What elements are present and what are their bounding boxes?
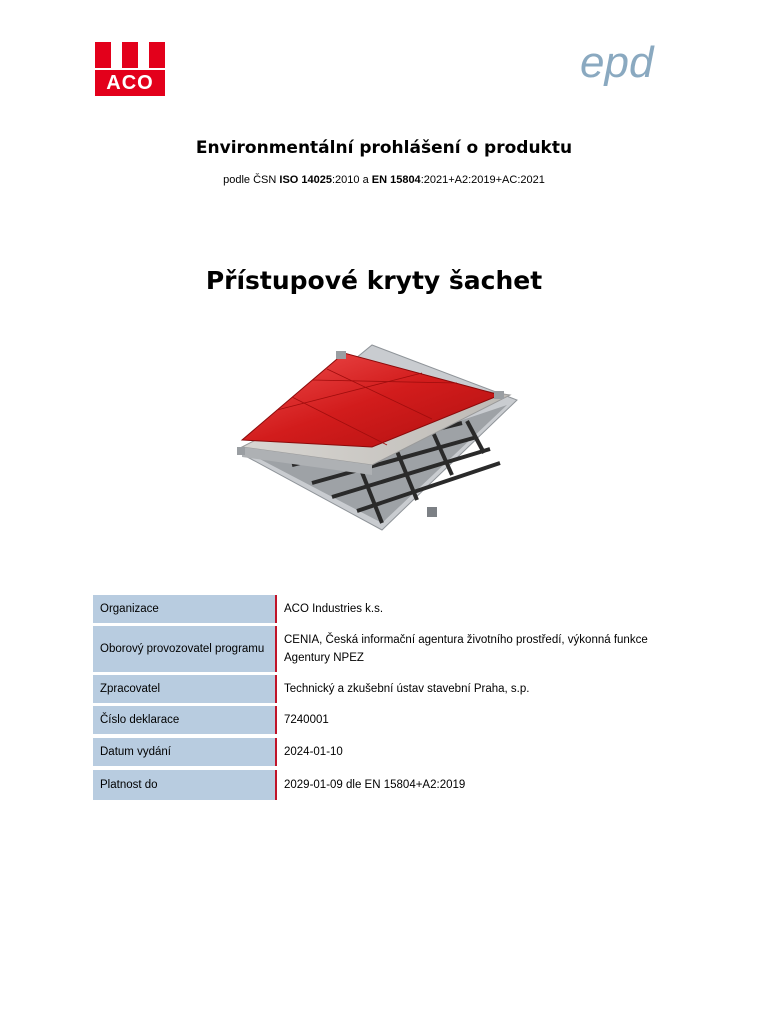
- info-table-row: [93, 770, 675, 800]
- info-label: Oborový provozovatel programu: [93, 626, 275, 672]
- document-title: Environmentální prohlášení o produktu: [195, 138, 573, 158]
- subtitle-en-year: :2021+A2:2019+AC:2021: [420, 174, 545, 186]
- info-value: 2024-01-10: [284, 746, 343, 758]
- product-image: [232, 335, 522, 545]
- product-name: Přístupové kryty šachet: [205, 266, 543, 295]
- info-value: CENIA, Česká informační agentura životního prostředí, výkonná funkce Agentury NPEZ: [284, 634, 648, 664]
- info-label: Číslo deklarace: [93, 706, 275, 734]
- info-label: Zpracovatel: [93, 675, 275, 703]
- subtitle-prefix: podle ČSN: [223, 174, 280, 186]
- info-table-row: [93, 626, 675, 672]
- logo-bar: [149, 42, 165, 68]
- standard-iso: ISO 14025: [279, 174, 332, 186]
- info-value: 2029-01-09 dle EN 15804+A2:2019: [284, 779, 466, 791]
- info-table-row: [93, 738, 675, 766]
- info-value: ACO Industries k.s.: [284, 603, 384, 615]
- aco-logo: [95, 42, 165, 96]
- subtitle-iso-year: :2010 a: [331, 174, 372, 186]
- standard-en: EN 15804: [371, 174, 421, 186]
- info-table-row: [93, 675, 675, 703]
- info-value: 7240001: [284, 714, 329, 726]
- logo-bar: [95, 42, 111, 68]
- info-table-row: [93, 595, 675, 623]
- info-label: Organizace: [93, 595, 275, 623]
- info-label: Platnost do: [93, 770, 275, 800]
- logo-wordmark: ACO: [95, 70, 165, 96]
- logo-bar: [122, 42, 138, 68]
- info-label: Datum vydání: [93, 738, 275, 766]
- epd-mark: epd: [580, 38, 654, 87]
- info-value: Technický a zkušební ústav stavební Praha, s.p.: [284, 683, 530, 695]
- document-subtitle: [0, 174, 768, 186]
- info-table-row: [93, 706, 675, 734]
